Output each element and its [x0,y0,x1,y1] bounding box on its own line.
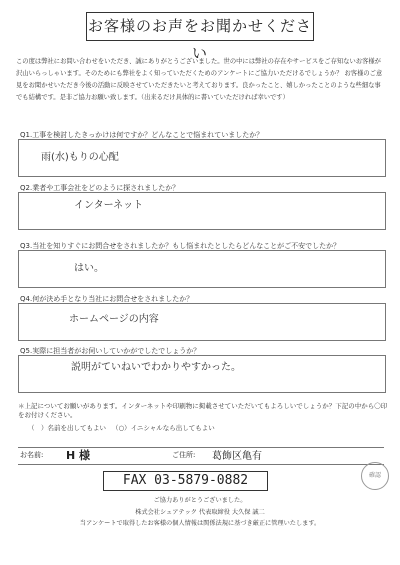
option-name-mark: （ ） [28,424,48,432]
confirmation-stamp: 確認 [361,462,389,490]
option-initial-mark: （○） [112,424,131,432]
answer-3-text: はい。 [74,263,104,274]
permission-note: ＊上記についてお願いがあります。インターネットや印刷物に掲載させていただいてもよろしいでしょうか？下記の中から〇印をお付けください。 [18,402,388,419]
answer-4-text: ホームページの内容 [69,314,159,325]
intro-text: この度は弊社にお問い合わせをいただき、誠にありがとうございました。世の中には弊社の存在やサービスをご存知ないお客様が沢山いらっしゃいます。そのためにも弊社をよく知っていただくためのアンケートにご協力いただけるでしょうか？ お客様のご意見をお聞かせいただき今後の活動に反映させていただきたいと考えております。良かったこと、嬉しかったことのような些細な事でも結構です。是非ご協力お願い致します。（出来るだけ具体的に書いていただければ幸いです） [16,58,383,101]
option-name-label: 名前を出してもよい [47,424,106,432]
option-initial[interactable] [112,423,215,432]
answer-1-box[interactable] [18,139,386,177]
answer-4-box[interactable] [18,303,386,341]
name-label: お名前: [20,451,44,459]
answer-1-text: 雨(水)もりの心配 [41,152,119,163]
address-value[interactable]: 葛飾区亀有 [212,451,262,462]
company-text: 株式会社シェアテック 代表取締役 大久保 誠二 [135,509,265,516]
question-1-label: Q1.工事を検討したきっかけは何ですか？どんなことで悩まれていましたか？ [20,131,264,139]
answer-5-text: 説明がていねいでわかりやすかった。 [71,362,241,373]
answer-3-box[interactable] [18,250,386,288]
form-title: お客様のお声をお聞かせください [86,12,314,41]
name-value[interactable]: H 様 [66,449,91,462]
option-name[interactable] [28,423,106,432]
fax-number: FAX 03-5879-0882 [103,471,268,491]
answer-2-text: インターネット [74,200,144,211]
address-label: ご住所: [172,451,196,459]
question-4-label: Q4.何が決め手となり当社にお問合せをされましたか？ [20,295,194,303]
answer-2-box[interactable] [18,192,386,230]
answer-5-box[interactable] [18,355,386,393]
thanks-text: ご協力ありがとうございました。 [153,497,247,504]
question-2-label: Q2.業者や工事会社をどのように探されましたか？ [20,184,180,192]
question-5-label: Q5.実際に担当者がお伺いしていかがでしたでしょうか？ [20,347,201,355]
option-initial-label: イニシャルなら出してもよい [130,424,215,432]
question-3-label: Q3.当社を知りすぐにお問合せをされましたか？もし悩まれたとしたらどんなことがご不安でしたか？ [20,242,341,250]
privacy-text: 当アンケートで取得したお客様の個人情報は関係法規に基づき厳正に管理いたします。 [79,520,321,527]
